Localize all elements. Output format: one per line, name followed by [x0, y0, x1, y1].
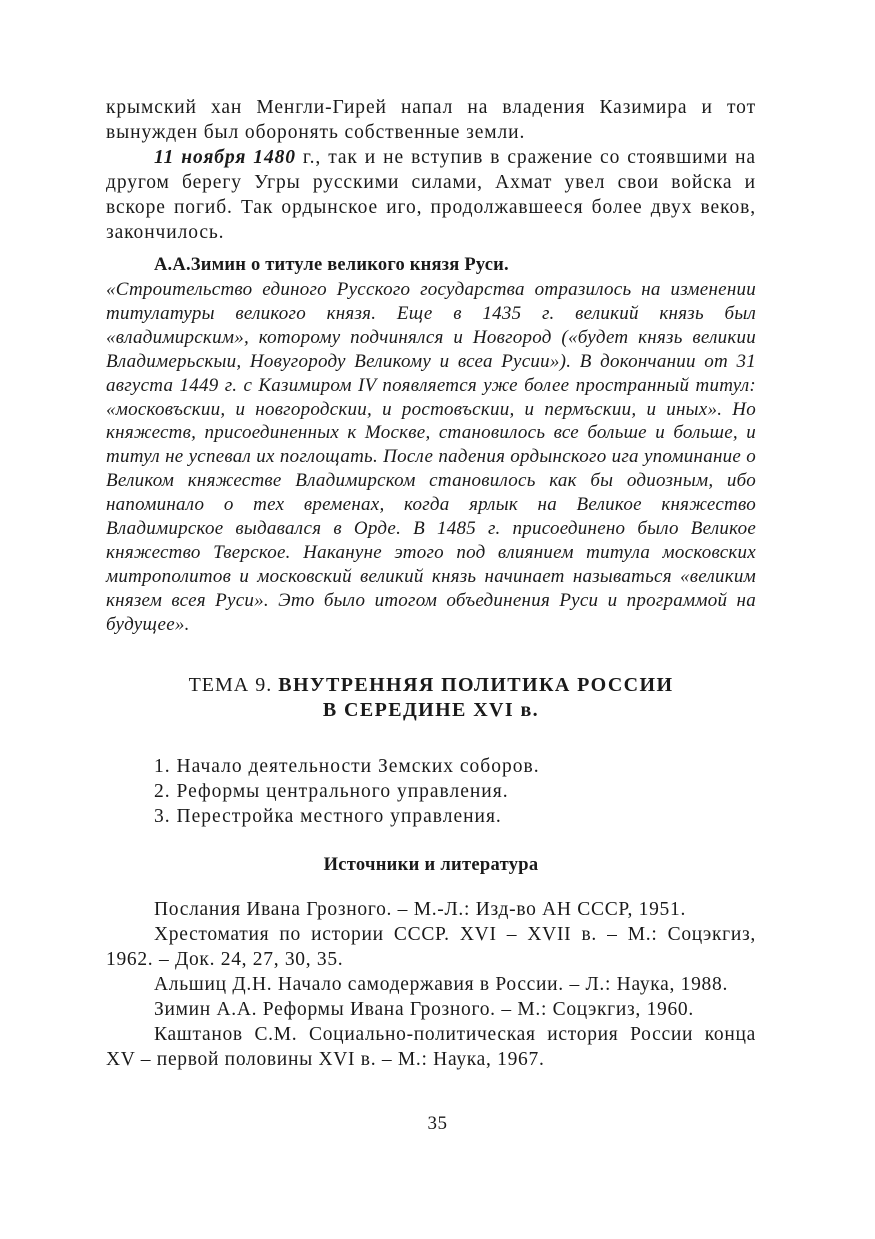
source-item: Каштанов С.М. Социально-политическая история России конца XV – первой половины XVI в. – М.: Наука, 1967. — [106, 1023, 756, 1070]
sources-heading: Источники и литература — [323, 854, 539, 875]
quote-text: «Строительство единого Русского государства отразилось на изменении титулатуры великого князя. Еще в 1435 г. великий князь был «владимирским», которому подчинялся и Новгород («будет князь великии Владимерьскыи, Новугороду Великому и всеа Русии»). В докончании от 31 августа 1449 г. с Казимиром IV появляется уже более пространный титул: «московъскии, и новгородскии, и ростовъскии, и пермъскии, и иных». Но княжеств, присоединенных к Москве, становилось все больше и больше, и титул не успевал их поглощать. После падения ордынского ига упоминание о Великом княжестве Владимирском становилось как бы одиозным, ибо напоминало о тех временах, когда ярлык на Великое княжество Владимирское выдавался в Орде. В 1485 г. присоединено было Великое княжество Тверское. Накануне этого под влиянием титула московских митрополитов и московский великий князь начинает называться «великим князем всея Руси». Это было итогом объединения Руси и программой на будущее». — [106, 279, 756, 635]
intro-paragraph-2-text: г., так и не вступив в сражение со стоявшими на другом берегу Угры русскими силами, Ахмат увел свои войска и вскоре погиб. Так ордынское иго, продолжавшееся более двух веков, закончилось. — [106, 147, 756, 243]
topic-heading — [106, 673, 756, 723]
source-item: Зимин А.А. Реформы Ивана Грозного. – М.: Соцэкгиз, 1960. — [154, 998, 694, 1020]
plan-item: 1. Начало деятельности Земских соборов. — [154, 755, 540, 777]
plan-item: 3. Перестройка местного управления. — [154, 805, 502, 827]
plan-item: 2. Реформы центрального управления. — [154, 780, 509, 802]
topic-title-line-2: В СЕРЕДИНЕ XVI в. — [322, 698, 540, 721]
date-emphasis: 11 ноября 1480 — [154, 147, 296, 168]
intro-paragraph-2 — [106, 145, 756, 245]
topic-prefix: ТЕМА 9. — [188, 673, 279, 696]
topic-heading-line-1 — [106, 673, 756, 698]
source-item: Хрестоматия по истории СССР. XVI – XVII в. – М.: Соцэкгиз, 1962. – Док. 24, 27, 30, 35. — [106, 923, 756, 970]
sources-list — [106, 897, 756, 1072]
source-item: Послания Ивана Грозного. – М.-Л.: Изд-во АН СССР, 1951. — [154, 898, 687, 920]
page-number: 35 — [427, 1113, 448, 1134]
topic-plan-list — [106, 754, 756, 829]
quote-heading: А.А.Зимин о титуле великого князя Руси. — [154, 255, 509, 275]
source-item: Альшиц Д.Н. Начало самодержавия в России. – Л.: Наука, 1988. — [154, 973, 729, 995]
page-content — [106, 95, 756, 1072]
intro-paragraph-1: крымский хан Менгли-Гирей напал на владения Казимира и тот вынужден был оборонять собственные земли. — [106, 97, 756, 143]
topic-title-line-1: ВНУТРЕННЯЯ ПОЛИТИКА РОССИИ — [278, 673, 674, 696]
